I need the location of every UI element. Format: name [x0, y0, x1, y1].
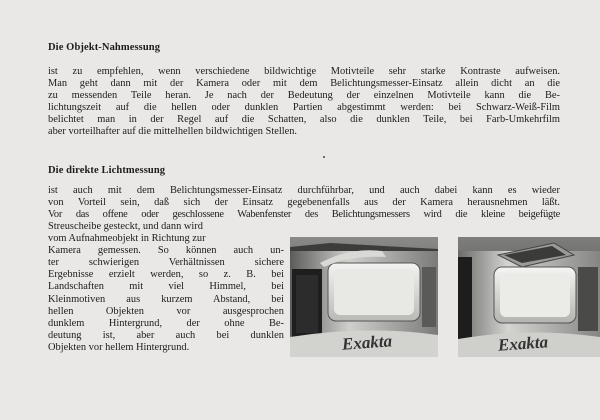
text-line: Landschaften mit viel Himmel, bei [48, 281, 284, 293]
text-line: vom Aufnahmeobjekt in Richtung zur [48, 233, 206, 245]
text-line: Ergebnisse erzielt werden, so z. B. bei [48, 269, 284, 281]
text-line: aber vorteilhafter auf die mittelhellen bildwichtigen Stellen. [48, 126, 297, 138]
section-heading-direkte-lichtmessung: Die direkte Lichtmessung [48, 165, 166, 176]
text-line: hellen Objekten vor ausgesprochen [48, 305, 284, 317]
text-line: lichtungszeit auf die hellen oder dunklen Partien abgestimmt werden: bei Schwarz-Weiß-Film [48, 102, 560, 114]
text-line: Kleinmotiven aus kurzem Abstand, bei [48, 293, 284, 305]
text-line: Streuscheibe gesteckt, und dann wird [48, 221, 203, 232]
text-line: dunklem Hintergrund, der ohne Be- [48, 317, 284, 329]
text-line: zu messenden Teile heran. Je nach der Bedeutung der einzelnen Motivteile kann die Be- [48, 90, 560, 102]
text-line: Vor das offene oder geschlossene Wabenfenster des Belichtungsmessers wird die kleine beigefügte [48, 209, 560, 221]
text-line: Objekten vor hellem Hintergrund. [48, 341, 190, 353]
text-line: Man geht dann mit der Kamera oder mit dem Belichtungsmesser-Einsatz allein dicht an die [48, 78, 560, 90]
paragraph-objekt-nahmessung [48, 66, 560, 139]
brand-lettering-left: Exakta [341, 331, 393, 354]
text-line: belichtet man in der Regel auf die Schatten, also die dunklen Teile, bei Farb-Umkehrfilm [48, 114, 560, 126]
text-line: deutung ist, aber auch bei dunklen [48, 329, 284, 341]
camera-photo-left [290, 237, 438, 357]
text-line: von Vorteil sein, daß sich der Einsatz gegebenenfalls aus der Kamera herausnehmen läßt. [48, 197, 560, 209]
text-line: ist auch mit dem Belichtungsmesser-Einsatz durchführbar, und auch dabei kann es wieder [48, 185, 560, 196]
speck [323, 156, 325, 158]
section-heading-objekt-nahmessung: Die Objekt-Nahmessung [48, 42, 161, 53]
text-line: ist zu empfehlen, wenn verschiedene bildwichtige Motivteile sehr starke Kontraste aufweisen. [48, 66, 560, 77]
text-line: Kamera gemessen. So können auch un- [48, 245, 284, 257]
text-line: ter schwierigen Verhältnissen sichere [48, 257, 284, 269]
brand-lettering-right: Exakta [497, 332, 549, 355]
paragraph-direkte-lichtmessung [48, 185, 560, 221]
paragraph-column-text [48, 221, 284, 354]
camera-photo-right [458, 237, 600, 357]
